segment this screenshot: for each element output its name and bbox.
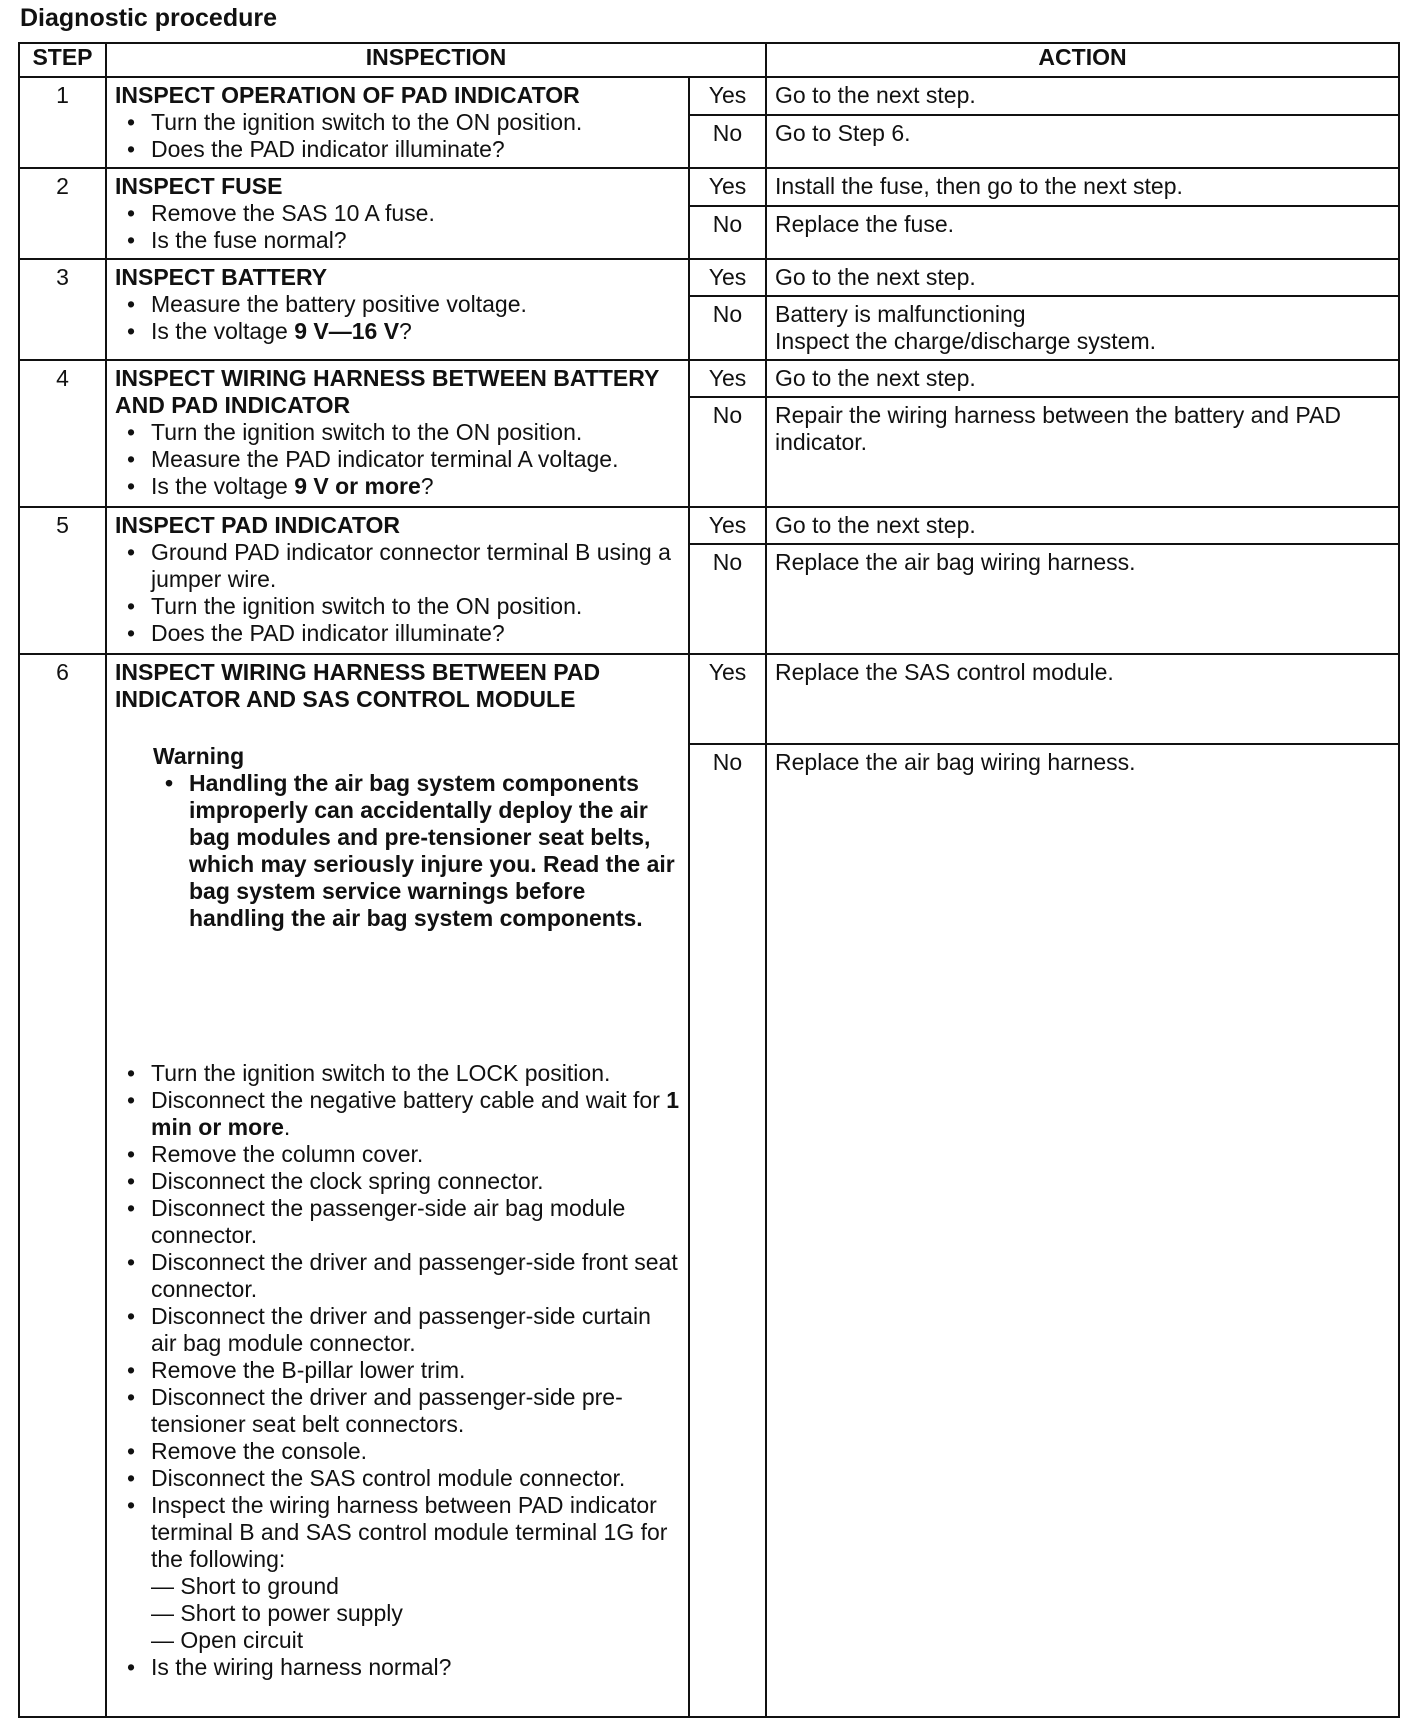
- inspection-cell: [106, 168, 689, 259]
- yes-action: Go to the next step.: [766, 360, 1399, 397]
- bullet-text: Is the voltage: [151, 473, 295, 499]
- step-number: 2: [19, 168, 106, 259]
- inspection-bullet: • Turn the ignition switch to the LOCK position.: [115, 1060, 682, 1087]
- yes-label: Yes: [689, 168, 766, 206]
- warning-title: Warning: [153, 743, 245, 769]
- bullet-text: Is the voltage: [151, 318, 295, 344]
- step-row-yes: [19, 360, 1399, 397]
- step-row-yes: [19, 259, 1399, 296]
- inspection-cell: [106, 77, 689, 168]
- bullet-text: Inspect the wiring harness between PAD indicator terminal B and SAS control module terminal 1G for the following:: [151, 1492, 668, 1572]
- voltage-spec: 9 V—16 V: [294, 318, 400, 344]
- inspection-bullet: [115, 1087, 682, 1141]
- header-row: [19, 43, 1399, 77]
- inspection-cell: [106, 507, 689, 654]
- voltage-spec: 9 V or more: [294, 473, 421, 499]
- warning-text: • Handling the air bag system components improperly can accidentally deploy the air bag modules and pre-tensioner seat belts, which may seriously injure you. Read the air bag system service warnings before handling the air bag system components.: [153, 770, 682, 932]
- inspection-bullet: • Disconnect the clock spring connector.: [115, 1168, 682, 1195]
- procedure-list: [115, 1060, 682, 1681]
- inspection-title: INSPECT FUSE: [115, 173, 283, 199]
- inspection-bullet: [115, 1492, 682, 1654]
- yes-action: Replace the SAS control module.: [766, 654, 1399, 744]
- yes-action: Install the fuse, then go to the next step.: [766, 168, 1399, 206]
- condition-item: — Short to power supply: [151, 1600, 682, 1627]
- inspection-bullet: [115, 473, 682, 500]
- no-label: No: [689, 744, 766, 1717]
- inspection-title: INSPECT BATTERY: [115, 264, 328, 290]
- inspection-bullet: • Turn the ignition switch to the ON position.: [115, 419, 682, 446]
- no-action: Replace the fuse.: [766, 206, 1399, 259]
- no-label: No: [689, 296, 766, 360]
- inspection-cell: [106, 259, 689, 360]
- condition-list: [151, 1573, 682, 1654]
- step-row-yes: [19, 77, 1399, 115]
- step-number: 5: [19, 507, 106, 654]
- bullet-text: ?: [420, 473, 434, 499]
- inspection-cell: [106, 654, 689, 1717]
- inspection-bullet: • Disconnect the driver and passenger-side curtain air bag module connector.: [115, 1303, 682, 1357]
- step-row-yes: [19, 654, 1399, 744]
- inspection-bullet: • Remove the column cover.: [115, 1141, 682, 1168]
- inspection-bullet: • Disconnect the driver and passenger-side front seat connector.: [115, 1249, 682, 1303]
- yes-action: Go to the next step.: [766, 259, 1399, 296]
- inspection-bullet: • Ground PAD indicator connector terminal B using a jumper wire.: [115, 539, 682, 593]
- bullet-text: Disconnect the negative battery cable and wait for: [151, 1087, 667, 1113]
- step-number: 4: [19, 360, 106, 507]
- inspection-bullet: • Is the wiring harness normal?: [115, 1654, 682, 1681]
- inspection-bullet: • Remove the console.: [115, 1438, 682, 1465]
- inspection-bullet: • Turn the ignition switch to the ON position.: [115, 593, 682, 620]
- no-action: Repair the wiring harness between the battery and PAD indicator.: [766, 397, 1399, 507]
- no-action-line: Inspect the charge/discharge system.: [775, 328, 1156, 354]
- yes-label: Yes: [689, 77, 766, 115]
- inspection-bullet: • Disconnect the passenger-side air bag module connector.: [115, 1195, 682, 1249]
- inspection-cell: [106, 360, 689, 507]
- header-inspection: INSPECTION: [106, 43, 766, 77]
- inspection-title: INSPECT WIRING HARNESS BETWEEN PAD INDICATOR AND SAS CONTROL MODULE: [115, 659, 601, 712]
- bullet-text: .: [283, 1114, 291, 1140]
- no-action-line: Battery is malfunctioning: [775, 301, 1026, 327]
- inspection-bullet: • Measure the battery positive voltage.: [115, 291, 682, 318]
- no-label: No: [689, 206, 766, 259]
- step-number: 1: [19, 77, 106, 168]
- inspection-bullet: [115, 318, 682, 345]
- no-label: No: [689, 397, 766, 507]
- diagnostic-table: [18, 42, 1400, 1718]
- inspection-bullet: • Does the PAD indicator illuminate?: [115, 136, 682, 163]
- time-spec: 1 min or more: [151, 1087, 680, 1140]
- condition-item: — Open circuit: [151, 1627, 682, 1654]
- step-number: 6: [19, 654, 106, 1717]
- bullet-text: ?: [399, 318, 412, 344]
- header-action: ACTION: [766, 43, 1399, 77]
- no-action: Replace the air bag wiring harness.: [766, 744, 1399, 1717]
- no-action: [766, 296, 1399, 360]
- no-action: Replace the air bag wiring harness.: [766, 544, 1399, 654]
- inspection-bullet: • Remove the B-pillar lower trim.: [115, 1357, 682, 1384]
- inspection-bullet: • Turn the ignition switch to the ON position.: [115, 109, 682, 136]
- step-number: 3: [19, 259, 106, 360]
- no-label: No: [689, 544, 766, 654]
- page-title: Diagnostic procedure: [20, 4, 277, 32]
- inspection-bullet: • Measure the PAD indicator terminal A voltage.: [115, 446, 682, 473]
- inspection-bullet: • Does the PAD indicator illuminate?: [115, 620, 682, 647]
- step-row-yes: [19, 168, 1399, 206]
- yes-action: Go to the next step.: [766, 507, 1399, 544]
- inspection-title: INSPECT OPERATION OF PAD INDICATOR: [115, 82, 580, 108]
- condition-item: — Short to ground: [151, 1573, 682, 1600]
- yes-label: Yes: [689, 654, 766, 744]
- warning-block: [153, 743, 682, 932]
- yes-label: Yes: [689, 507, 766, 544]
- yes-action: Go to the next step.: [766, 77, 1399, 115]
- inspection-bullet: • Disconnect the SAS control module connector.: [115, 1465, 682, 1492]
- no-action: Go to Step 6.: [766, 115, 1399, 168]
- no-label: No: [689, 115, 766, 168]
- step-row-yes: [19, 507, 1399, 544]
- inspection-bullet: • Disconnect the driver and passenger-side pre-tensioner seat belt connectors.: [115, 1384, 682, 1438]
- inspection-bullet: • Remove the SAS 10 A fuse.: [115, 200, 682, 227]
- inspection-bullet: • Is the fuse normal?: [115, 227, 682, 254]
- inspection-title: INSPECT WIRING HARNESS BETWEEN BATTERY AND PAD INDICATOR: [115, 365, 659, 418]
- yes-label: Yes: [689, 259, 766, 296]
- inspection-title: INSPECT PAD INDICATOR: [115, 512, 400, 538]
- header-step: STEP: [19, 43, 106, 77]
- yes-label: Yes: [689, 360, 766, 397]
